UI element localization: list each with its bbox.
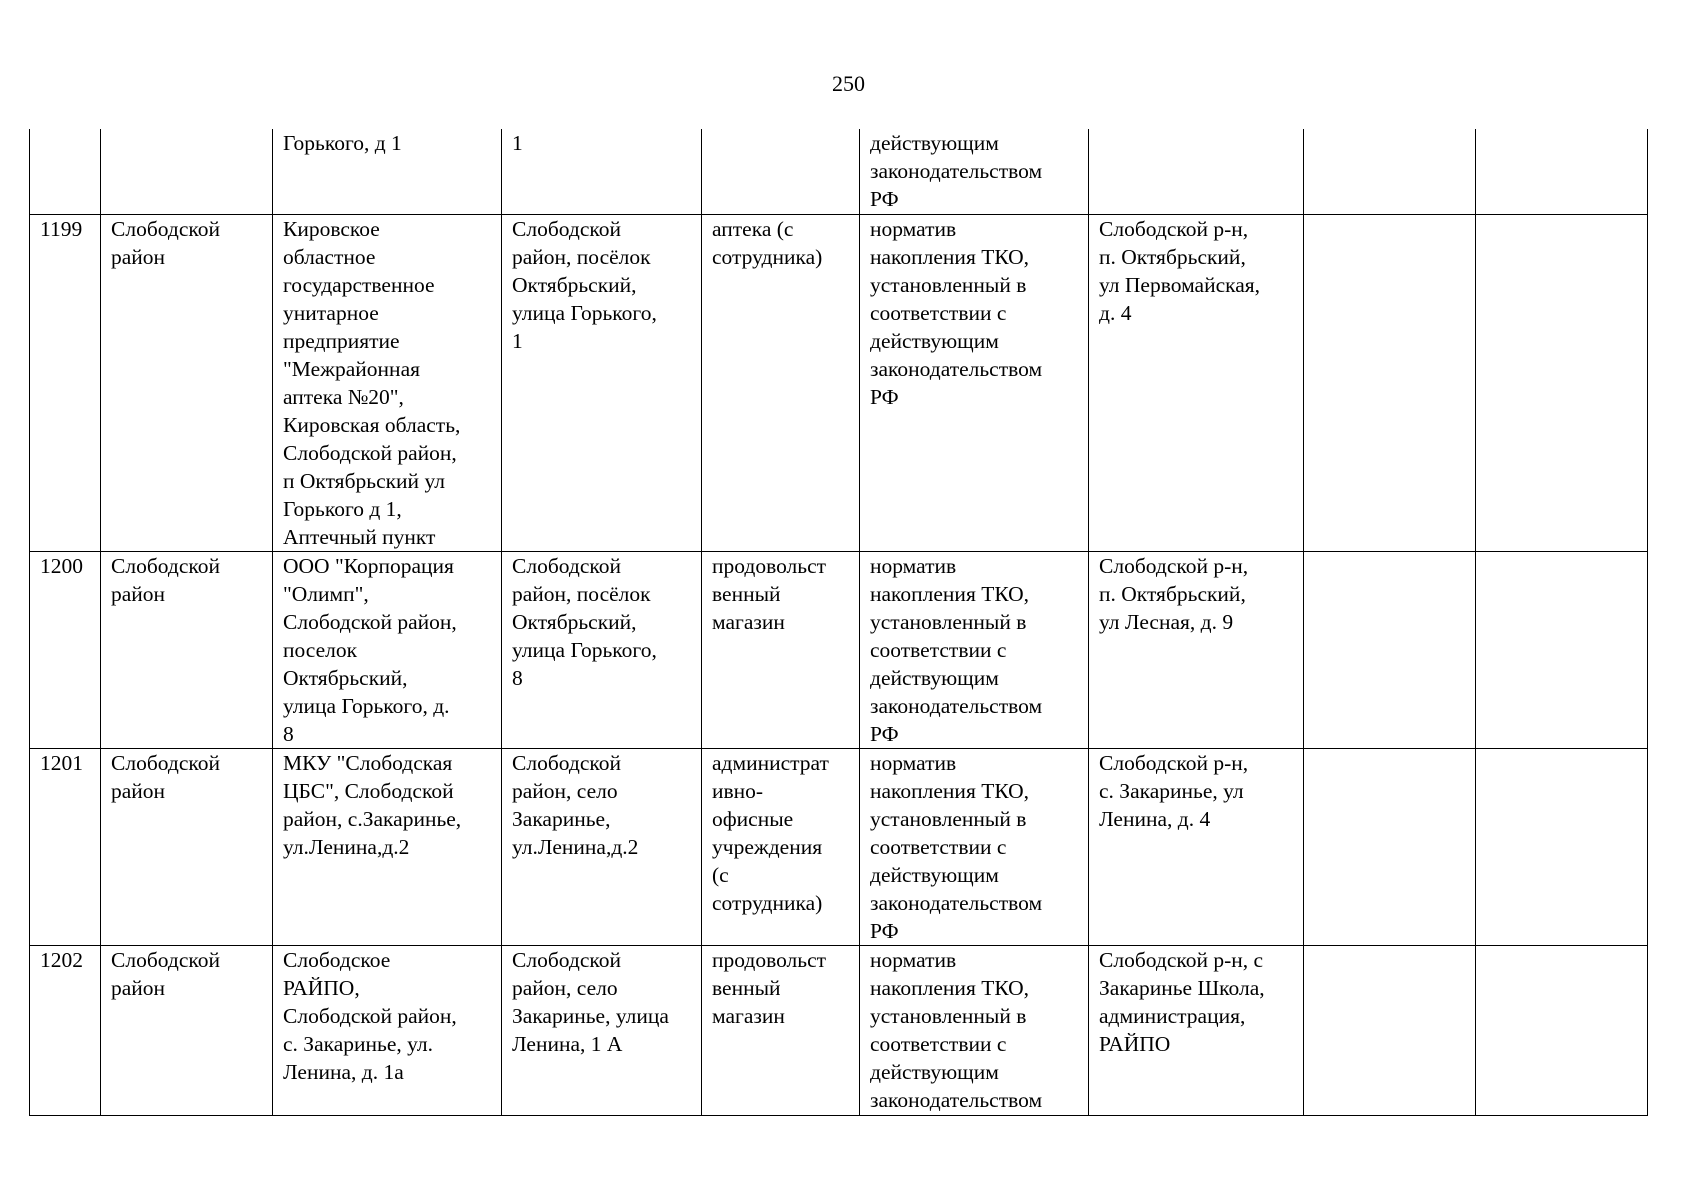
table-row [30, 129, 1648, 214]
organization-cell: Кировское областное государственное унитарное предприятие "Межрайонная аптека №20", Кировская область, Слободской район, п Октябрьский ул Горького д 1, Аптечный пункт [273, 214, 502, 551]
address-cell: Слободской район, посёлок Октябрьский, улица Горького, 1 [502, 214, 702, 551]
table-row [30, 551, 1648, 748]
organization-cell: Слободское РАЙПО, Слободской район, с. Закаринье, ул. Ленина, д. 1а [273, 945, 502, 1115]
row-number-cell: 1199 [30, 214, 101, 551]
extra-cell [1304, 945, 1476, 1115]
organization-cell: МКУ "Слободская ЦБС", Слободской район, с.Закаринье, ул.Ленина,д.2 [273, 748, 502, 945]
norm-cell: норматив накопления ТКО, установленный в соответствии с действующим законодательством [860, 945, 1089, 1115]
category-cell: администрат ивно- офисные учреждения (с сотрудника) [702, 748, 860, 945]
extra-cell [1304, 748, 1476, 945]
address-cell: Слободской район, посёлок Октябрьский, улица Горького, 8 [502, 551, 702, 748]
location-cell: Слободской р-н, п. Октябрьский, ул Лесная, д. 9 [1089, 551, 1304, 748]
extra-cell [1476, 214, 1648, 551]
row-number-cell: 1200 [30, 551, 101, 748]
location-cell: Слободской р-н, с. Закаринье, ул Ленина, д. 4 [1089, 748, 1304, 945]
organization-cell: ООО "Корпорация "Олимп", Слободской район, поселок Октябрьский, улица Горького, д. 8 [273, 551, 502, 748]
district-cell: Слободской район [101, 748, 273, 945]
extra-cell [1304, 214, 1476, 551]
district-cell: Слободской район [101, 214, 273, 551]
table-row [30, 214, 1648, 551]
extra-cell [1476, 129, 1648, 214]
category-cell: аптека (с сотрудника) [702, 214, 860, 551]
extra-cell [1476, 945, 1648, 1115]
extra-cell [1476, 748, 1648, 945]
address-cell: Слободской район, село Закаринье, ул.Ленина,д.2 [502, 748, 702, 945]
address-cell: Слободской район, село Закаринье, улица Ленина, 1 А [502, 945, 702, 1115]
extra-cell [1304, 129, 1476, 214]
page-number: 250 [832, 71, 865, 96]
category-cell: продовольст венный магазин [702, 551, 860, 748]
location-cell: Слободской р-н, п. Октябрьский, ул Первомайская, д. 4 [1089, 214, 1304, 551]
table-row [30, 748, 1648, 945]
extra-cell [1476, 551, 1648, 748]
table-row [30, 945, 1648, 1115]
norm-cell: норматив накопления ТКО, установленный в соответствии с действующим законодательством РФ [860, 551, 1089, 748]
location-cell [1089, 129, 1304, 214]
location-cell: Слободской р-н, с Закаринье Школа, администрация, РАЙПО [1089, 945, 1304, 1115]
category-cell: продовольст венный магазин [702, 945, 860, 1115]
extra-cell [1304, 551, 1476, 748]
registry-table [29, 129, 1648, 1116]
district-cell [101, 129, 273, 214]
row-number-cell: 1201 [30, 748, 101, 945]
district-cell: Слободской район [101, 945, 273, 1115]
address-cell: 1 [502, 129, 702, 214]
norm-cell: действующим законодательством РФ [860, 129, 1089, 214]
norm-cell: норматив накопления ТКО, установленный в соответствии с действующим законодательством РФ [860, 214, 1089, 551]
organization-cell: Горького, д 1 [273, 129, 502, 214]
norm-cell: норматив накопления ТКО, установленный в соответствии с действующим законодательством РФ [860, 748, 1089, 945]
row-number-cell [30, 129, 101, 214]
district-cell: Слободской район [101, 551, 273, 748]
row-number-cell: 1202 [30, 945, 101, 1115]
category-cell [702, 129, 860, 214]
